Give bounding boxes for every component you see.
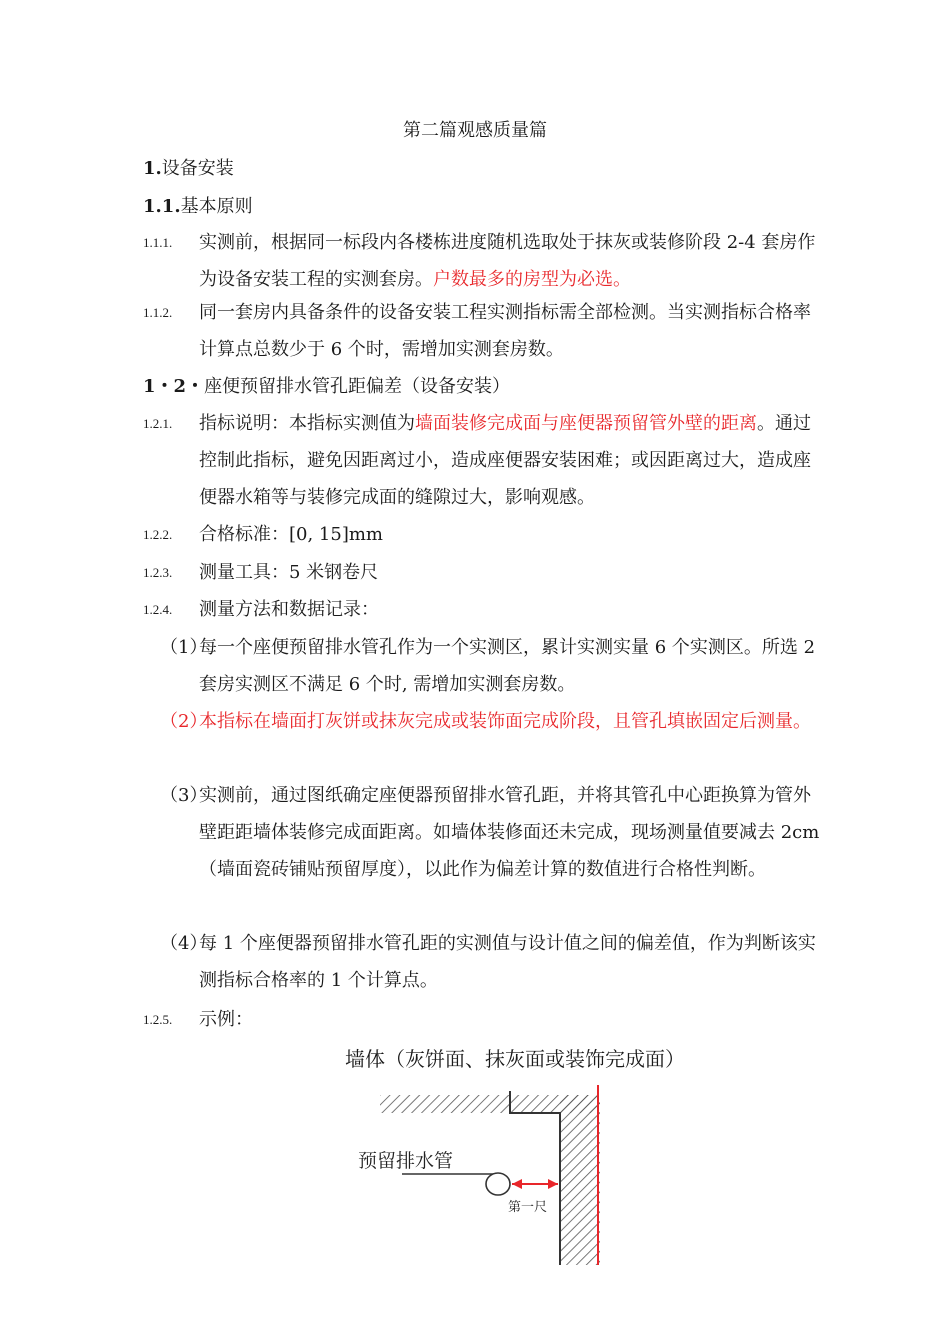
section-1-2-1-pre: 指标说明：本指标实测值为	[199, 413, 415, 434]
pipe-circle	[486, 1173, 510, 1195]
heading-1-2-text: 座便预留排水管孔距偏差（设备安装）	[204, 376, 511, 397]
figure-title: 墙体（灰饼面、抹灰面或装饰完成面）	[345, 1047, 685, 1071]
heading-1-number: 1.	[143, 158, 162, 179]
section-1-2-5: 示例：	[199, 1009, 253, 1030]
pipe-label: 预留排水管	[358, 1150, 454, 1172]
section-number-1-1-1: 1.1.1.	[143, 235, 173, 250]
section-number-1-2-3: 1.2.3.	[143, 565, 173, 580]
heading-1-1-number: 1.1.	[143, 196, 181, 217]
section-1-2-3: 测量工具：5 米钢卷尺	[199, 562, 379, 583]
section-1-2-2: 合格标准：[0, 15]mm	[199, 524, 383, 545]
item-number-3: （3）	[160, 785, 208, 806]
item-3: 实测前，通过图纸确定座便器预留排水管孔距，并将其管孔中心距换算为管外壁距距墙体装修完成面距离。如墙体装修面还未完成，现场测量值要减去 2cm（墙面瓷砖铺贴预留厚度），以此作为偏差计算的数值进行合格性判断。	[199, 785, 820, 880]
item-number-1: （1）	[160, 637, 208, 658]
pipe-distance-diagram	[340, 1085, 620, 1270]
item-number-2: （2）	[160, 711, 208, 732]
item-2: 本指标在墙面打灰饼或抹灰完成或装饰面完成阶段，且管孔填嵌固定后测量。	[199, 711, 811, 732]
section-number-1-2-2: 1.2.2.	[143, 527, 173, 542]
heading-1-2-number: 1・2・	[143, 376, 205, 397]
heading-1-2	[143, 373, 510, 401]
wall-outline	[510, 1091, 560, 1265]
section-1-2-1-highlight: 墙面装修完成面与座便器预留管外壁的距离	[415, 413, 757, 434]
section-1-2-1-post: 。通过控制此指标，避免因距离过小，造成座便器安装困难；或因距离过大，造成座便器水箱等与装修完成面的缝隙过大，影响观感。	[199, 413, 811, 508]
ruler-label: 第一尺	[508, 1200, 548, 1215]
section-number-1-2-5: 1.2.5.	[143, 1012, 173, 1027]
heading-1-1	[143, 193, 253, 221]
section-number-1-1-2: 1.1.2.	[143, 305, 173, 320]
section-1-1-2: 同一套房内具备条件的设备安装工程实测指标需全部检测。当实测指标合格率计算点总数少于 6 个时，需增加实测套房数。	[199, 302, 811, 360]
heading-1	[143, 155, 234, 183]
item-4: 每 1 个座便器预留排水管孔距的实测值与设计值之间的偏差值，作为判断该实测指标合格率的 1 个计算点。	[199, 933, 816, 991]
section-1-2-4: 测量方法和数据记录：	[199, 599, 379, 620]
heading-1-1-text: 基本原则	[180, 196, 253, 217]
section-number-1-2-4: 1.2.4.	[143, 602, 173, 617]
section-1-2-1	[199, 405, 824, 516]
section-1-1-1-text: 实测前，根据同一标段内各楼栋进度随机选取处于抹灰或装修阶段 2-4 套房作为设备安装工程的实测套房。	[199, 232, 816, 290]
heading-1-text: 设备安装	[161, 158, 234, 179]
measurement-arrow	[512, 1179, 558, 1189]
item-1: 每一个座便预留排水管孔作为一个实测区，累计实测实量 6 个实测区。所选 2 套房实测区不满足 6 个时, 需增加实测套房数。	[199, 637, 816, 695]
section-1-1-1	[199, 224, 824, 298]
item-number-4: （4）	[160, 933, 208, 954]
section-1-1-1-highlight: 户数最多的房型为必选。	[433, 269, 631, 290]
section-number-1-2-1: 1.2.1.	[143, 416, 173, 431]
page-title: 第二篇观感质量篇	[403, 120, 547, 141]
